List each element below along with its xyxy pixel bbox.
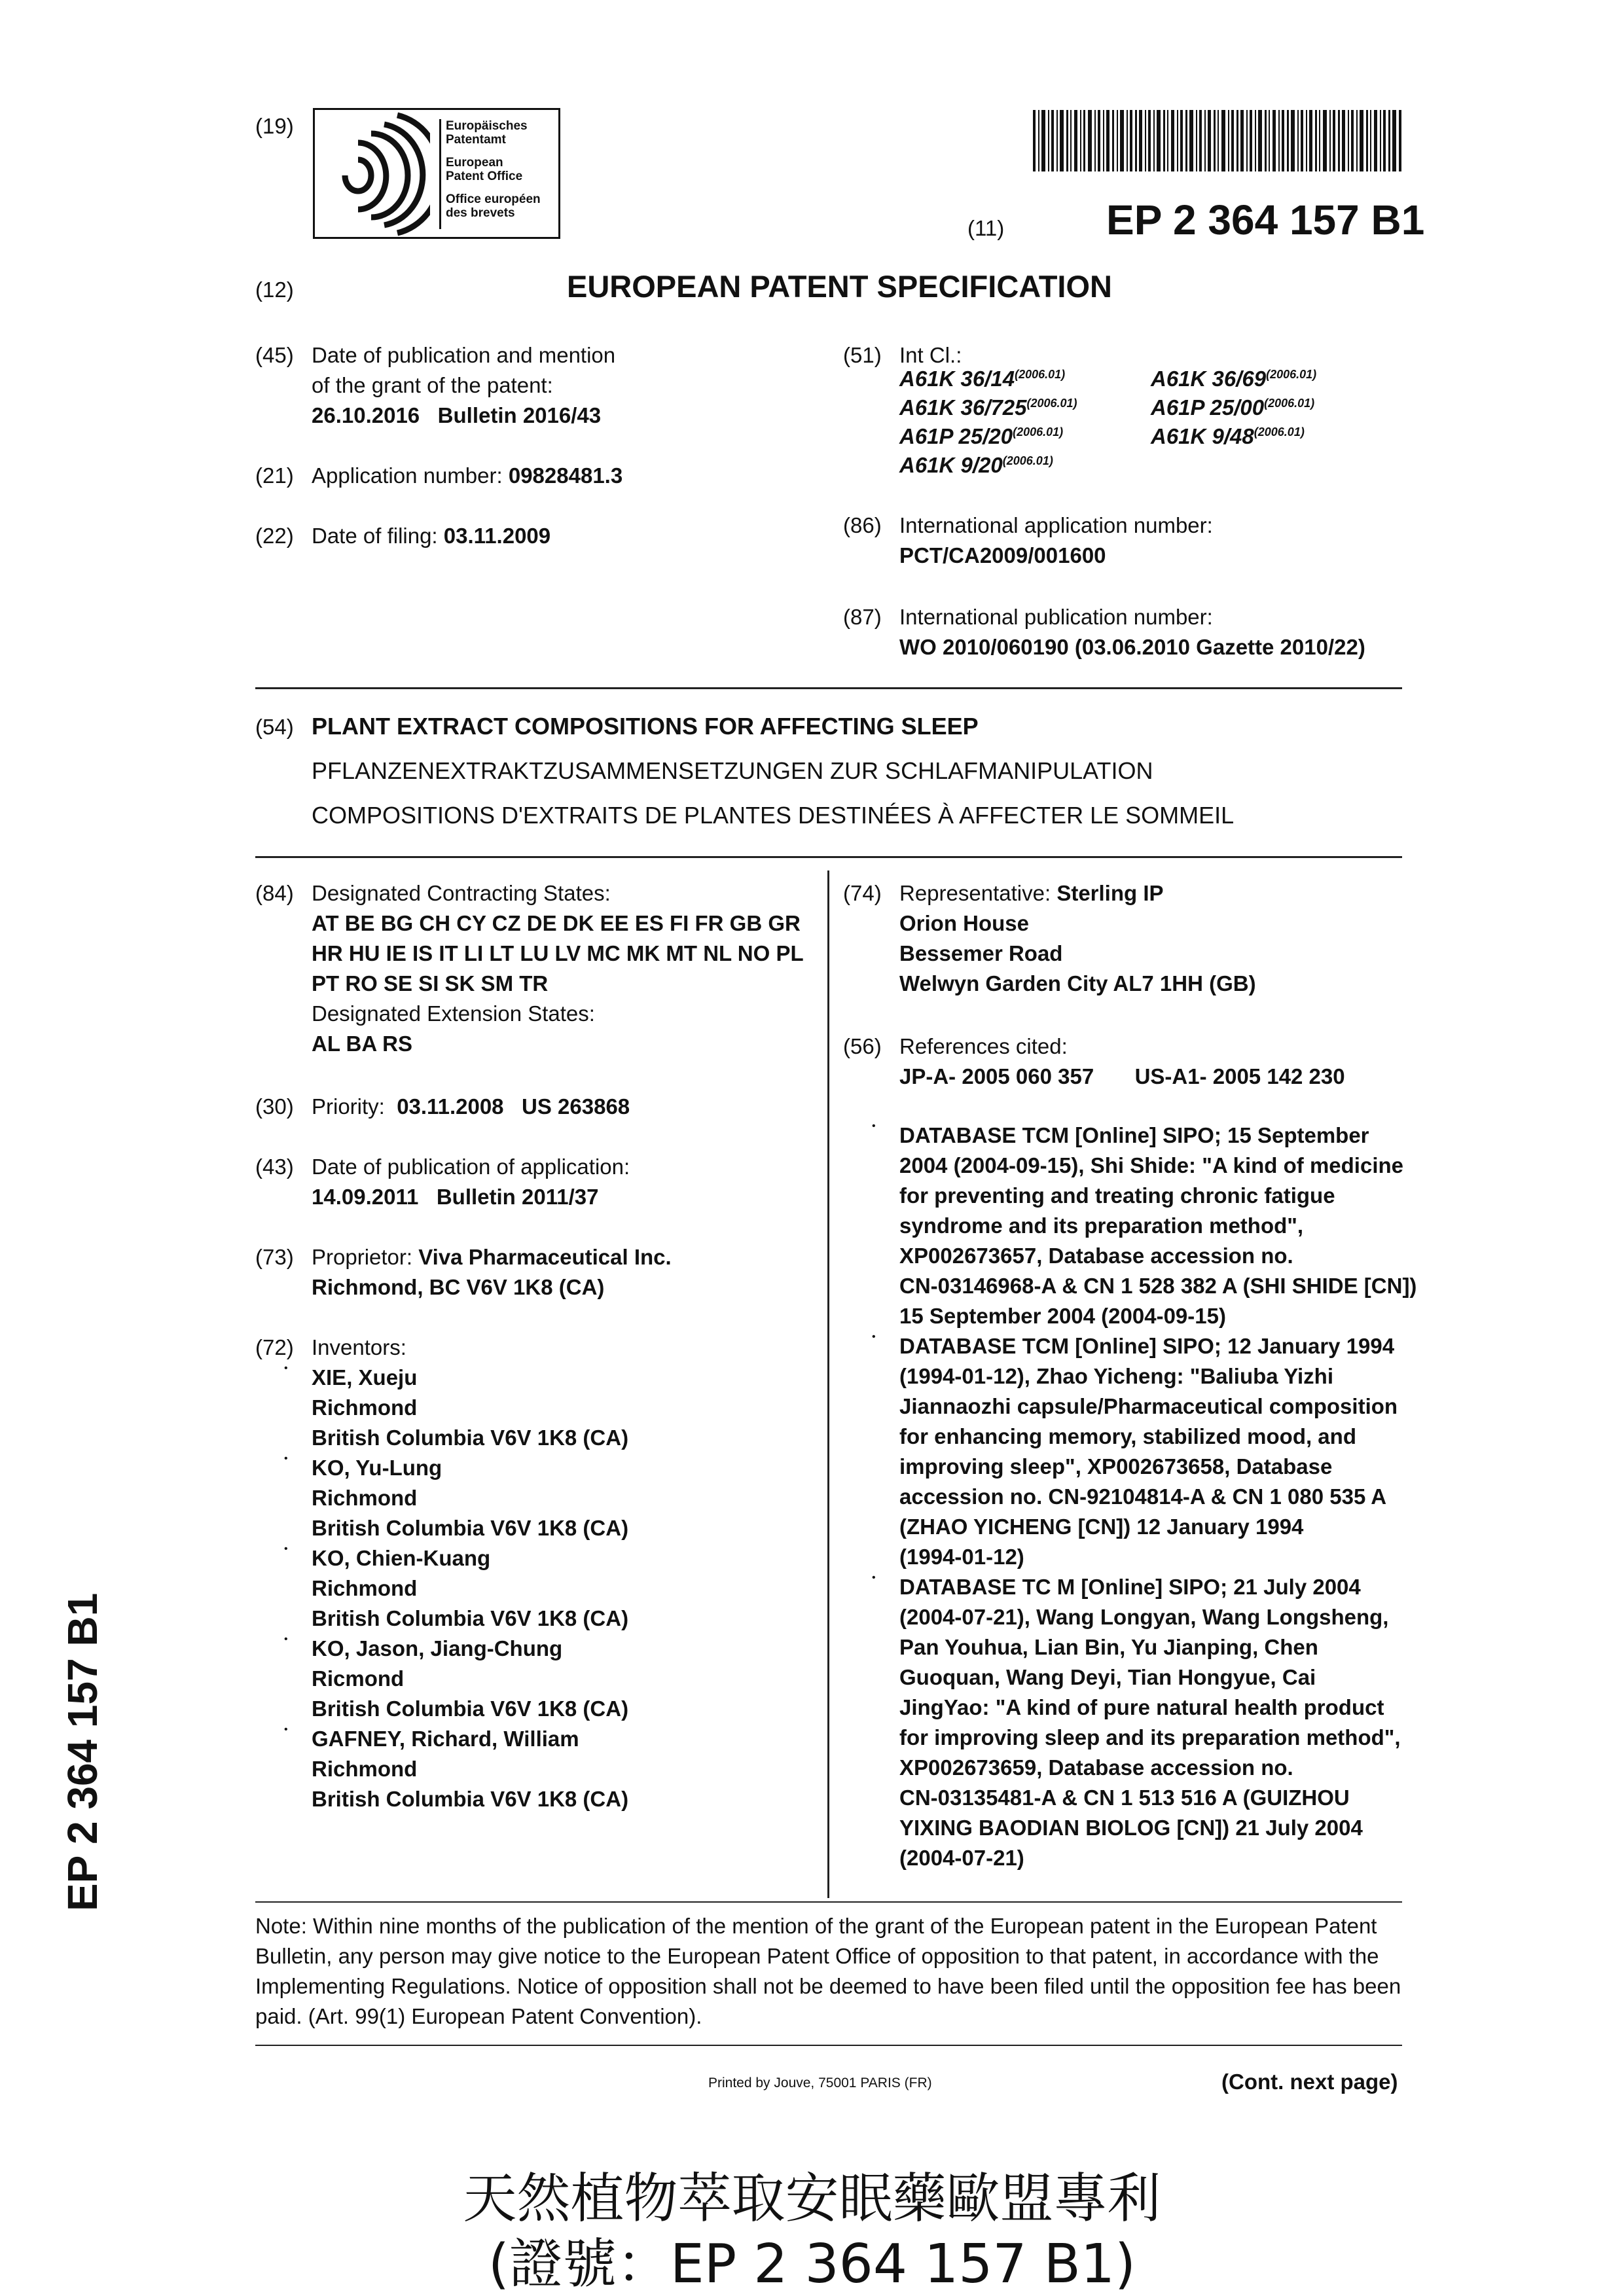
grant-date: 26.10.2016 Bulletin 2016/43 [312,403,602,427]
logo-text-fr-2: des brevets [446,206,515,220]
ref-line: (2004-07-21) [899,1846,1024,1870]
field-43 [312,1152,630,1212]
divider-2 [255,856,1402,858]
ref-line: Guoquan, Wang Deyi, Tian Hongyue, Cai [899,1665,1316,1689]
field-74 [899,878,1256,999]
inventor-city: Richmond [312,1486,418,1510]
note-line: Implementing Regulations. Notice of opposition shall not be deemed to have been filed until the opposition fee has been [255,1974,1401,1998]
f45-label-1: Date of publication and mention [312,343,616,367]
field-30 [312,1092,630,1122]
ref-line: XP002673659, Database accession no. [899,1755,1293,1780]
npl-reference-list [899,1121,1416,1873]
inventor-region: British Columbia V6V 1K8 (CA) [312,1516,629,1540]
ref-line: YIXING BAODIAN BIOLOG [CN]) 21 July 2004 [899,1816,1363,1840]
logo-text-en-1: European [446,156,503,170]
inventor-city: Richmond [312,1395,418,1420]
ref-line: JingYao: "A kind of pure natural health product [899,1695,1384,1719]
representative-addr-3: Welwyn Garden City AL7 1HH (GB) [899,971,1256,996]
f86-label: International application number: [899,513,1213,537]
f45-label-2: of the grant of the patent: [312,373,553,397]
publication-number: EP 2 364 157 B1 [1106,196,1425,243]
field-21 [312,461,623,491]
opposition-note [255,1911,1401,2032]
inventor-city: Richmond [312,1576,418,1600]
states-line-2: HR HU IE IS IT LI LT LU LV MC MK MT NL NO PL [312,941,804,965]
inventor-name: • GAFNEY, Richard, William [312,1727,579,1751]
logo-text-en-2: Patent Office [446,170,523,183]
ext-label: Designated Extension States: [312,1001,595,1026]
divider-1 [255,687,1402,689]
inventor-region: British Columbia V6V 1K8 (CA) [312,1426,629,1450]
inventor-region: British Columbia V6V 1K8 (CA) [312,1606,629,1630]
inid-code-86: (86) [843,513,882,537]
inid-code-45: (45) [255,343,294,367]
field-73 [312,1242,672,1302]
inventor-item [312,1363,628,1453]
doc-type-heading: EUROPEAN PATENT SPECIFICATION [567,269,1112,304]
note-line: Bulletin, any person may give notice to the European Patent Office of opposition to that patent, in accordance with the [255,1944,1379,1968]
ipc-1: A61K $36/14^{(2006.01)}$ [899,367,1066,391]
ref-line: for improving sleep and its preparation method", [899,1725,1401,1749]
patent-ref: JP-A- 2005 060 357 [899,1064,1094,1088]
title-en: PLANT EXTRACT COMPOSITIONS FOR AFFECTING SLEEP [312,713,979,740]
field-84 [312,878,804,1059]
inid-code-72: (72) [255,1335,294,1359]
f21-label: Application number: [312,463,503,488]
ipc-6: A61K $9/48^{(2006.01)}$ [1151,424,1305,448]
logo-text-de-1: Europäisches [446,119,528,133]
title-fr: COMPOSITIONS D'EXTRAITS DE PLANTES DESTINÉES À AFFECTER LE SOMMEIL [312,802,1235,829]
application-number: 09828481.3 [508,463,623,488]
f22-label: Date of filing: [312,524,438,548]
title-block [312,709,1234,833]
inventor-city: Ricmond [312,1666,405,1691]
f43-label: Date of publication of application: [312,1155,630,1179]
ref-line: XP002673657, Database accession no. [899,1244,1293,1268]
filing-date: 03.11.2009 [443,524,551,548]
ref-line: Jiannaozhi capsule/Pharmaceutical composition [899,1394,1398,1418]
ext-states: AL BA RS [312,1031,413,1056]
ipc-4: A61P $25/00^{(2006.01)}$ [1151,395,1315,420]
inid-code-12: (12) [255,278,294,302]
inventor-item [312,1634,628,1724]
inventor-name: • XIE, Xueju [312,1365,418,1390]
ipc-7: A61K $9/20^{(2006.01)}$ [899,453,1053,477]
field-87 [899,602,1365,662]
inid-code-30: (30) [255,1094,294,1119]
printer-imprint: Printed by Jouve, 75001 PARIS (FR) [708,2075,932,2090]
states-line-3: PT RO SE SI SK SM TR [312,971,549,996]
patent-references [899,1062,1345,1092]
inid-code-21: (21) [255,463,294,488]
divider-4 [255,2045,1402,2046]
ref-line: CN-03146968-A & CN 1 528 382 A (SHI SHIDE [CN]) [899,1274,1417,1298]
inventor-region: British Columbia V6V 1K8 (CA) [312,1787,629,1811]
continued-label: (Cont. next page) [1221,2070,1398,2094]
f56-label: References cited: [899,1034,1068,1058]
f51-label: Int Cl.: [899,343,962,367]
ref-line: for enhancing memory, stabilized mood, and [899,1424,1356,1448]
ref-line: syndrome and its preparation method", [899,1213,1304,1238]
note-line: Note: Within nine months of the publication of the mention of the grant of the European patent in the European Patent [255,1914,1377,1938]
inventor-city: Richmond [312,1757,418,1781]
ref-line: (2004-07-21), Wang Longyan, Wang Longsheng, [899,1605,1389,1629]
ipc-5: A61P $25/20^{(2006.01)}$ [899,424,1064,448]
caption-line-2: (證號：EP 2 364 157 B1) [488,2233,1136,2295]
f84-label: Designated Contracting States: [312,881,611,905]
field-56 [899,1031,1345,1092]
logo-text-de-2: Patentamt [446,133,506,147]
ipc-2: A61K $36/69^{(2006.01)}$ [1151,367,1317,391]
field-86 [899,511,1213,571]
title-de: PFLANZENEXTRAKTZUSAMMENSETZUNGEN ZUR SCHLAFMANIPULATION [312,757,1153,784]
ref-line: (1994-01-12) [899,1545,1024,1569]
inid-code-74: (74) [843,881,882,905]
inid-code-22: (22) [255,524,294,548]
ref-line: accession no. CN-92104814-A & CN 1 080 535 A [899,1484,1387,1509]
representative-addr-1: Orion House [899,911,1030,935]
inid-code-84: (84) [255,881,294,905]
ref-line: 2004 (2004-09-15), Shi Shide: "A kind of medicine [899,1153,1404,1177]
field-45 [312,340,615,431]
inid-code-54: (54) [255,715,294,739]
caption-line-1: 天然植物萃取安眠藥歐盟專利 [463,2168,1161,2230]
f87-label: International publication number: [899,605,1213,629]
f72-label: Inventors: [312,1335,406,1359]
ref-line: • DATABASE TCM [Online] SIPO; 15 September [899,1123,1369,1147]
f74-label: Representative: [899,881,1051,905]
npl-reference [899,1572,1416,1873]
inid-code-73: (73) [255,1245,294,1269]
logo-text-fr-1: Office européen [446,192,541,206]
inventor-item [312,1453,628,1543]
intl-publication-number: WO 2010/060190 (03.06.2010 Gazette 2010/22) [899,635,1365,659]
states-line-1: AT BE BG CH CY CZ DE DK EE ES FI FR GB GR [312,911,801,935]
representative-name: Sterling IP [1056,881,1164,905]
barcode-icon [1033,110,1403,171]
inid-code-43: (43) [255,1155,294,1179]
f30-label: Priority: [312,1094,385,1119]
inventor-name: • KO, Yu-Lung [312,1456,442,1480]
note-line: paid. (Art. 99(1) European Patent Convention). [255,2004,702,2028]
inventor-item [312,1724,628,1814]
proprietor-name: Viva Pharmaceutical Inc. [418,1245,672,1269]
application-publication-date: 14.09.2011 Bulletin 2011/37 [312,1185,599,1209]
column-divider [827,870,829,1898]
inventor-region: British Columbia V6V 1K8 (CA) [312,1696,629,1721]
inid-code-56: (56) [843,1034,882,1058]
proprietor-address: Richmond, BC V6V 1K8 (CA) [312,1275,605,1299]
ref-line: CN-03135481-A & CN 1 513 516 A (GUIZHOU [899,1785,1350,1810]
barcode [1033,110,1403,171]
patent-ref: US-A1- 2005 142 230 [1134,1064,1345,1088]
representative-addr-2: Bessemer Road [899,941,1063,965]
inid-code-87: (87) [843,605,882,629]
ref-line: for preventing and treating chronic fatigue [899,1183,1335,1208]
side-publication-number: EP 2 364 157 B1 [59,1592,106,1911]
npl-reference [899,1331,1416,1572]
epo-logo [313,108,560,239]
ref-line: Pan Youhua, Lian Bin, Yu Jianping, Chen [899,1635,1318,1659]
ref-line: • DATABASE TC M [Online] SIPO; 21 July 2004 [899,1575,1361,1599]
priority-value: 03.11.2008 US 263868 [397,1094,630,1119]
inventor-list [312,1363,628,1814]
intl-application-number: PCT/CA2009/001600 [899,543,1106,567]
inid-code-51: (51) [843,343,882,367]
inventor-name: • KO, Chien-Kuang [312,1546,491,1570]
inid-code-19: (19) [255,114,294,138]
f73-label: Proprietor: [312,1245,413,1269]
divider-3 [255,1901,1402,1903]
inid-code-11: (11) [967,216,1005,240]
ref-line: • DATABASE TCM [Online] SIPO; 12 January 1994 [899,1334,1395,1358]
ref-line: improving sleep", XP002673658, Database [899,1454,1333,1479]
ipc-3: A61K $36/725^{(2006.01)}$ [899,395,1077,420]
field-22 [312,521,550,551]
ref-line: (1994-01-12), Zhao Yicheng: "Baliuba Yizhi [899,1364,1333,1388]
ref-line: 15 September 2004 (2004-09-15) [899,1304,1226,1328]
inventor-item [312,1543,628,1634]
npl-reference [899,1121,1416,1331]
ref-line: (ZHAO YICHENG [CN]) 12 January 1994 [899,1515,1304,1539]
inventor-name: • KO, Jason, Jiang-Chung [312,1636,563,1660]
epo-emblem-icon [319,110,430,238]
